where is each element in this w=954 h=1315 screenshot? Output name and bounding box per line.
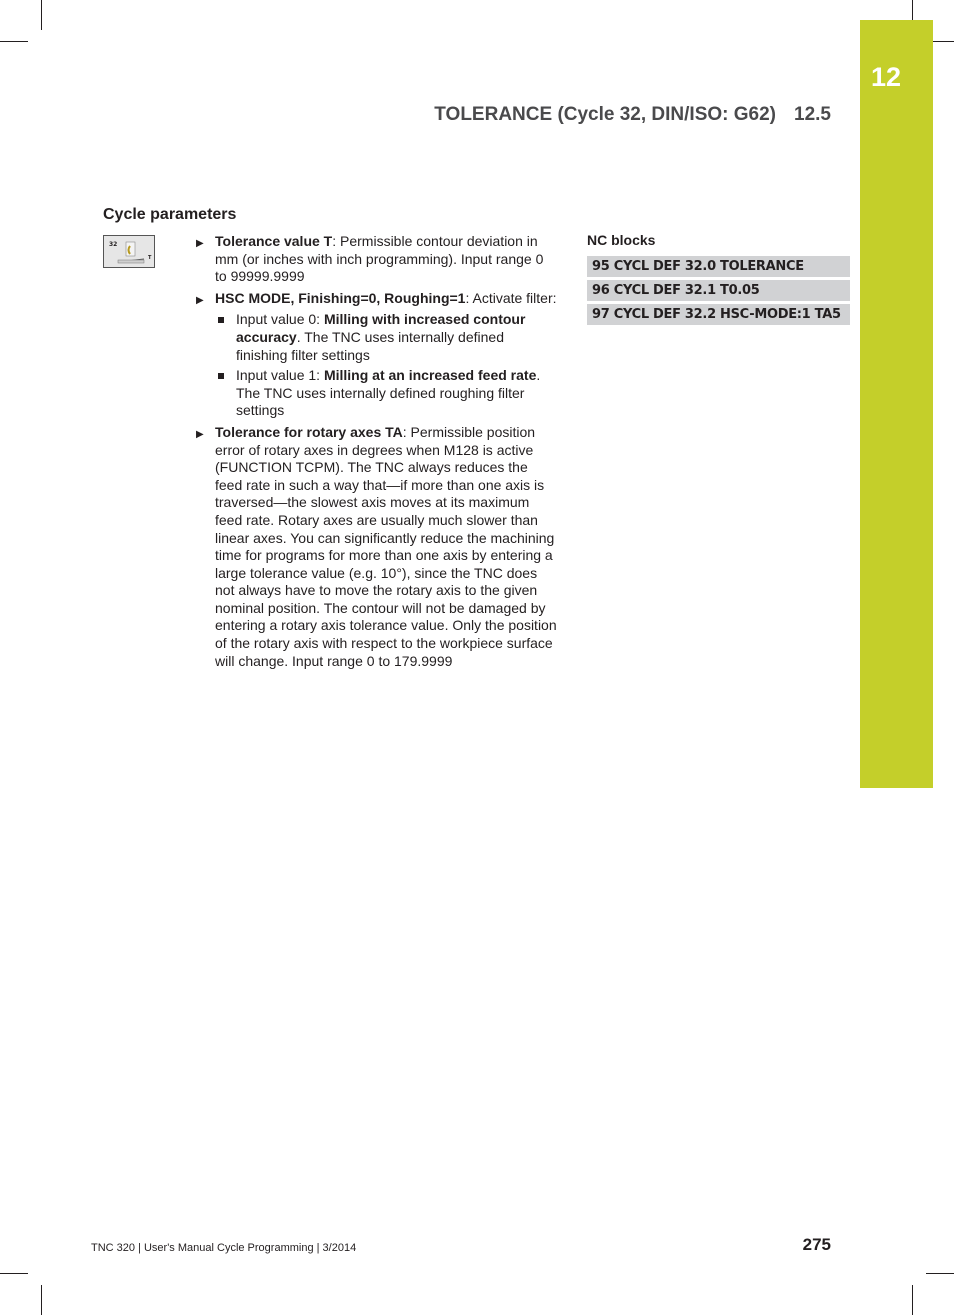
param-sub-list — [215, 311, 557, 420]
cycle-icon-label: 32 — [109, 241, 118, 248]
crop-mark — [912, 1285, 913, 1315]
square-bullet-icon — [218, 317, 224, 323]
param-text: : Permissible position error of rotary axes in degrees when M128 is active (FUNCTION TCPM). The TNC always reduces the feed rate in such a way that—if more than one axis is traversed—the slowest axis moves at its maximum feed rate. Rotary axes are usually much slower than linear axes. You can significantly reduce the machining time for programs for more than one axis by entering a large tolerance value (e.g. 10°), since the TNC does not always have to move the rotary axis to the given nominal position. The contour will not be damaged by entering a rotary axis tolerance value. Only the position of the rotary axis with respect to the workpiece surface will change. Input range 0 to 179.9999 — [215, 423, 557, 669]
sub-suffix: . The TNC uses internally defined finishing filter settings — [236, 328, 504, 363]
crop-mark — [0, 1273, 28, 1274]
triangle-bullet-icon: ▶ — [196, 428, 204, 440]
sub-suffix: . The TNC uses internally defined roughing filter settings — [236, 367, 541, 419]
param-text: : Permissible contour deviation in mm (or inches with inch programming). Input range 0 to 99999.9999 — [215, 233, 544, 285]
param-label: Tolerance value T — [215, 233, 333, 249]
sub-item — [215, 367, 557, 420]
nc-blocks-table — [587, 253, 850, 328]
table-row — [587, 256, 850, 277]
cycle-32-icon — [103, 235, 155, 268]
nc-blocks-heading: NC blocks — [587, 232, 656, 248]
sub-bold: Milling at an increased feed rate — [323, 367, 537, 384]
section-heading: Cycle parameters — [103, 206, 237, 223]
footer-text: TNC 320 | User's Manual Cycle Programming | 3/2014 — [91, 1242, 357, 1254]
param-label: HSC MODE, Finishing=0, Roughing=1 — [215, 289, 466, 306]
crop-mark — [41, 1285, 42, 1315]
crop-mark — [41, 0, 42, 30]
nc-block: 97 CYCL DEF 32.2 HSC-MODE:1 TA5 — [587, 304, 850, 325]
header-title: TOLERANCE (Cycle 32, DIN/ISO: G62) — [434, 104, 777, 125]
cycle-icon-t: T — [148, 255, 152, 261]
chapter-tab — [860, 20, 933, 788]
table-row — [587, 280, 850, 301]
triangle-bullet-icon: ▶ — [196, 238, 204, 249]
parameter-list — [195, 233, 557, 674]
param-item — [195, 290, 557, 420]
sub-prefix: Input value 1: — [236, 367, 324, 384]
square-bullet-icon — [218, 373, 224, 379]
sub-bold: Milling with increased contour accuracy — [236, 311, 526, 345]
table-row — [587, 304, 850, 325]
sub-item — [215, 311, 557, 364]
section-number: 12.5 — [794, 104, 831, 125]
nc-block: 96 CYCL DEF 32.1 T0.05 — [587, 280, 850, 301]
triangle-bullet-icon: ▶ — [196, 294, 204, 306]
param-item — [195, 424, 557, 670]
nc-block: 95 CYCL DEF 32.0 TOLERANCE — [587, 256, 850, 277]
param-item — [195, 233, 557, 286]
chapter-number: 12 — [870, 62, 902, 92]
running-header — [434, 104, 831, 126]
cycle-icon-graphic — [104, 236, 154, 267]
crop-mark — [0, 41, 28, 42]
sub-prefix: Input value 0: — [236, 311, 324, 328]
crop-mark — [926, 1273, 954, 1274]
page-number: 275 — [802, 1235, 831, 1254]
param-label: Tolerance for rotary axes TA — [215, 423, 403, 440]
param-text: : Activate filter: — [465, 289, 557, 306]
